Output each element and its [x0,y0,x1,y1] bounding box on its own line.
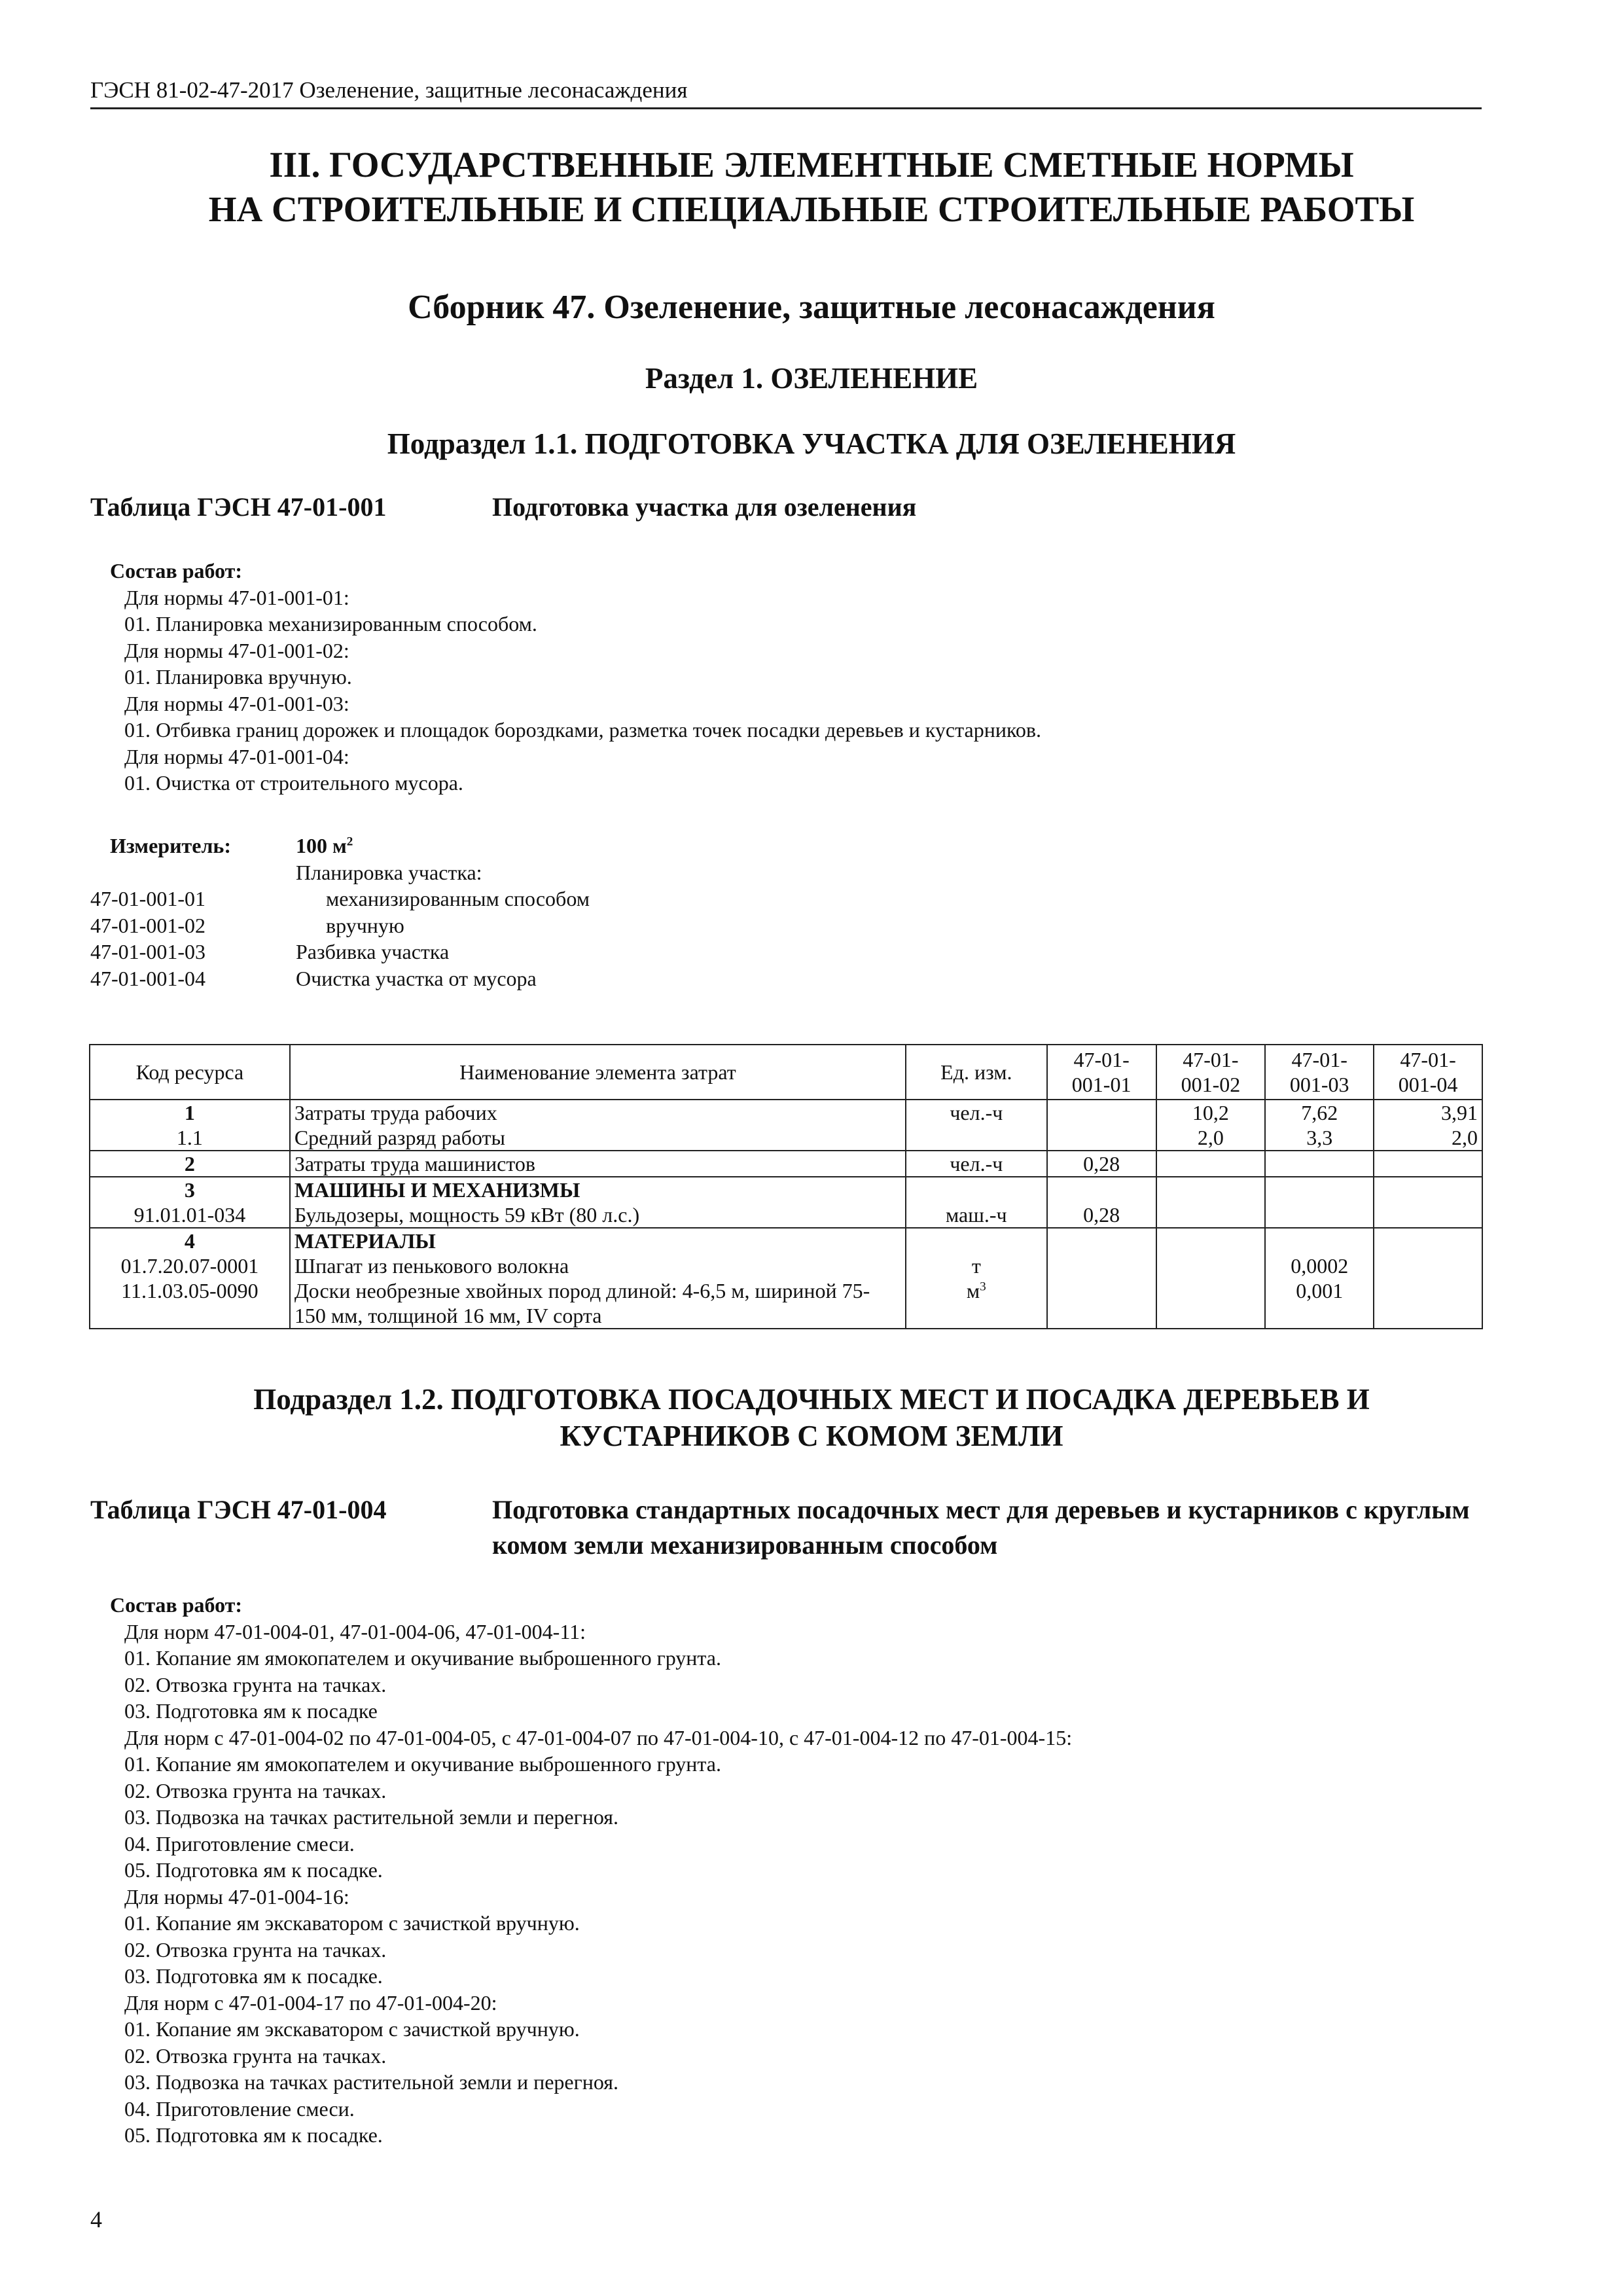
composition-line: 04. Приготовление смеси. [124,1831,355,1856]
table-1-name: Подготовка участка для озеленения [492,492,917,522]
composition-line: 03. Подготовка ям к посадке. [124,1964,383,1988]
composition-line: Для норм 47-01-004-01, 47-01-004-06, 47-01-004-11: [124,1619,586,1643]
composition-line: Для нормы 47-01-001-02: [124,638,349,662]
composition-line: 01. Копание ям ямокопателем и окучивание выброшенного грунта. [124,1646,721,1670]
norm-value [1156,1177,1266,1228]
composition-line: 01. Отбивка границ дорожек и площадок бороздками, разметка точек посадки деревьев и кустарников. [124,718,1041,742]
norm-value: 3,91 2,0 [1374,1100,1482,1151]
header-norm-2: 47-01- 001-02 [1156,1045,1266,1100]
norm-value [1047,1228,1156,1329]
table-2-composition [110,1592,1072,2149]
table-row [90,1177,1482,1228]
composition-line: 02. Отвозка грунта на тачках. [124,1672,387,1696]
main-title-line-1: III. ГОСУДАРСТВЕННЫЕ ЭЛЕМЕНТНЫЕ СМЕТНЫЕ НОРМЫ [269,145,1354,185]
table-row [90,1151,1482,1177]
table-1-composition [110,558,1041,797]
composition-line: 01. Копание ям экскаватором с зачисткой вручную. [124,2017,580,2041]
composition-line: Для нормы 47-01-001-01: [124,585,349,609]
resource-code: 4 01.7.20.07-0001 11.1.03.05-0090 [90,1228,290,1329]
running-header: ГЭСН 81-02-47-2017 Озеленение, защитные лесонасаждения [90,77,1482,109]
norm-value [1374,1177,1482,1228]
composition-line: 02. Отвозка грунта на тачках. [124,2043,387,2068]
table-1-id: Таблица ГЭСН 47-01-001 [90,492,387,522]
header-norm-1: 47-01- 001-01 [1047,1045,1156,1100]
page-number: 4 [90,2206,102,2233]
resource-unit: чел.-ч [906,1151,1047,1177]
main-title-line-2: НА СТРОИТЕЛЬНЫЕ И СПЕЦИАЛЬНЫЕ СТРОИТЕЛЬНЫЕ РАБОТЫ [208,189,1415,229]
norm-description: Очистка участка от мусора [296,966,537,990]
composition-line: 04. Приготовление смеси. [124,2096,355,2121]
composition-title: Состав работ: [110,1593,243,1617]
resource-name: Затраты труда машинистов [290,1151,906,1177]
section-title: Раздел 1. ОЗЕЛЕНЕНИЕ [645,362,978,395]
table-2-name: Подготовка стандартных посадочных мест для деревьев и кустарников с круглым комом земли механизированным способом [492,1495,1470,1560]
main-title [0,143,1623,232]
norm-value [1265,1151,1374,1177]
composition-line: 05. Подготовка ям к посадке. [124,1858,383,1882]
collection-title: Сборник 47. Озеленение, защитные лесонасаждения [408,289,1215,326]
composition-line: 01. Копание ям экскаватором с зачисткой вручную. [124,1911,580,1935]
composition-line: 02. Отвозка грунта на тачках. [124,1778,387,1803]
composition-line: 03. Подвозка на тачках растительной земли и перегноя. [124,1805,618,1829]
composition-line: 02. Отвозка грунта на тачках. [124,1937,387,1962]
table-row [90,1100,1482,1151]
norm-value [1047,1100,1156,1151]
resource-name: МАТЕРИАЛЫ Шпагат из пенькового волокна Доски необрезные хвойных пород длиной: 4-6,5 м, шириной 75-150 мм, толщиной 16 мм, IV сорта [290,1228,906,1329]
resource-code: 1 1.1 [90,1100,290,1151]
norm-code: 47-01-001-03 [90,940,205,963]
norm-value: 0,28 [1047,1151,1156,1177]
norm-description: механизированным способом [326,887,590,910]
norm-value: 7,62 3,3 [1265,1100,1374,1151]
composition-line: Для нормы 47-01-001-04: [124,744,349,768]
composition-line: Для норм с 47-01-004-17 по 47-01-004-20: [124,1990,497,2015]
meter-label: Измеритель: [110,834,231,857]
meter-group-label: Планировка участка: [296,860,482,884]
composition-line: 01. Планировка вручную. [124,665,352,689]
resource-unit: т $м^3$ [906,1228,1047,1329]
meter-value: 100 $м^2$ [296,834,353,857]
norm-value [1156,1151,1266,1177]
subsection-2-title: Подраздел 1.2. ПОДГОТОВКА ПОСАДОЧНЫХ МЕСТ И ПОСАДКА ДЕРЕВЬЕВ И КУСТАРНИКОВ С КОМОМ ЗЕМЛИ [253,1383,1370,1452]
norm-code: 47-01-001-01 [90,887,205,910]
norm-value: 0,0002 0,001 [1265,1228,1374,1329]
resource-code: 2 [90,1151,290,1177]
composition-line: 01. Копание ям ямокопателем и окучивание выброшенного грунта. [124,1752,721,1776]
composition-line: 01. Планировка механизированным способом. [124,612,537,636]
norm-value: 10,2 2,0 [1156,1100,1266,1151]
subsection-1-title: Подраздел 1.1. ПОДГОТОВКА УЧАСТКА ДЛЯ ОЗЕЛЕНЕНИЯ [387,427,1236,460]
header-unit: Ед. изм. [906,1045,1047,1100]
resource-unit: маш.-ч [906,1177,1047,1228]
norm-code: 47-01-001-04 [90,966,205,990]
header-norm-3: 47-01- 001-03 [1265,1045,1374,1100]
composition-title: Состав работ: [110,559,243,583]
composition-line: 03. Подготовка ям к посадке [124,1699,378,1723]
norm-value [1374,1228,1482,1329]
norm-description: вручную [326,913,404,937]
composition-line: Для нормы 47-01-004-16: [124,1884,349,1909]
resource-table [89,1044,1483,1329]
resource-unit: чел.-ч [906,1100,1047,1151]
composition-line: 03. Подвозка на тачках растительной земли и перегноя. [124,2070,618,2094]
header-name: Наименование элемента затрат [290,1045,906,1100]
norm-value [1265,1177,1374,1228]
header-norm-4: 47-01- 001-04 [1374,1045,1482,1100]
header-code: Код ресурса [90,1045,290,1100]
norm-value: 0,28 [1047,1177,1156,1228]
table-2-id: Таблица ГЭСН 47-01-004 [90,1495,387,1524]
composition-line: Для нормы 47-01-001-03: [124,691,349,715]
resource-name: Затраты труда рабочих Средний разряд работы [290,1100,906,1151]
table-row [90,1228,1482,1329]
resource-code: 3 91.01.01-034 [90,1177,290,1228]
composition-line: Для норм с 47-01-004-02 по 47-01-004-05, с 47-01-004-07 по 47-01-004-10, с 47-01-004-12 по 47-01-004-15: [124,1725,1073,1749]
norm-code: 47-01-001-02 [90,913,205,937]
norm-description: Разбивка участка [296,940,450,963]
table-header-row [90,1045,1482,1100]
composition-line: 01. Очистка от строительного мусора. [124,771,463,795]
norm-value [1156,1228,1266,1329]
resource-name: МАШИНЫ И МЕХАНИЗМЫ Бульдозеры, мощность 59 кВт (80 л.с.) [290,1177,906,1228]
composition-line: 05. Подготовка ям к посадке. [124,2123,383,2147]
norm-value [1374,1151,1482,1177]
